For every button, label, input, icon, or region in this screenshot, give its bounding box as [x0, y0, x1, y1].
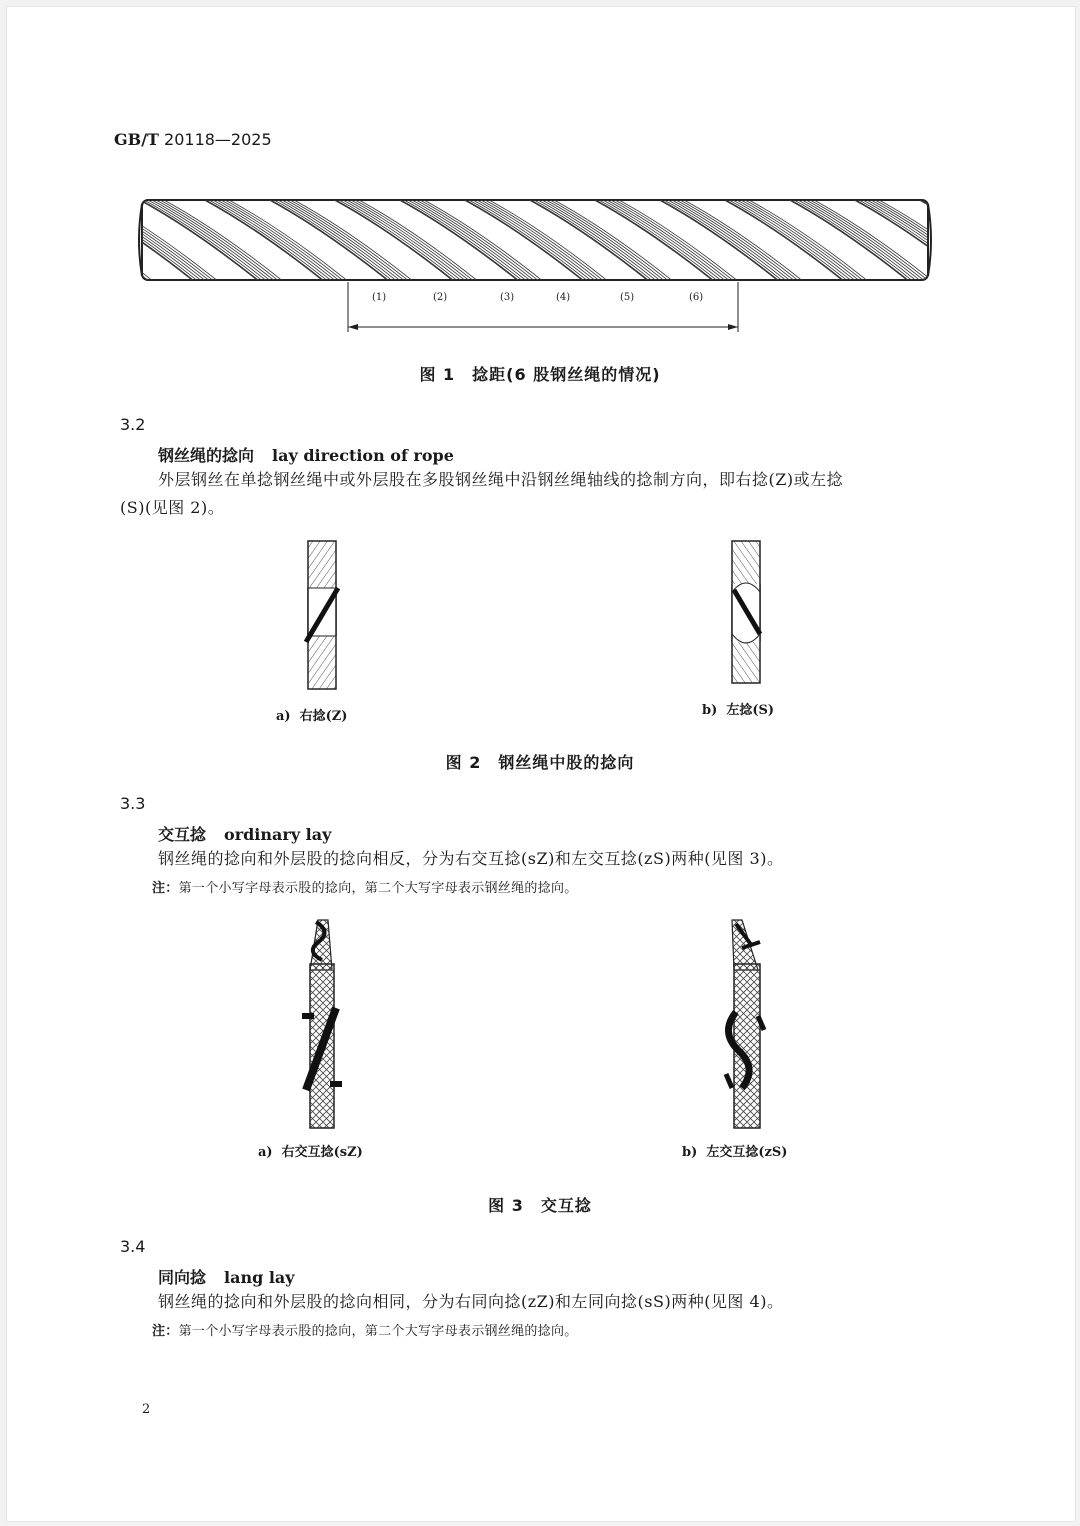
figure-2a-right-lay-strand	[300, 538, 348, 693]
figure-2-caption: 图 2 钢丝绳中股的捻向	[445, 753, 635, 772]
lay-marker-5: (5)	[620, 292, 635, 303]
section-3-4-note: 注：第一个小写字母表示股的捻向，第二个大写字母表示钢丝绳的捻向。	[152, 1324, 578, 1339]
figure-3a-ordinary-lay-right	[288, 912, 358, 1132]
figure-3b-ordinary-lay-left	[712, 912, 782, 1132]
term-en: ordinary lay	[224, 825, 332, 844]
section-3-3-number: 3.3	[120, 794, 146, 813]
standard-prefix: GB/T	[114, 130, 159, 149]
section-3-4-term	[158, 1265, 295, 1288]
term-en: lay direction of rope	[272, 446, 454, 465]
lay-marker-6: (6)	[689, 292, 704, 303]
lay-marker-4: (4)	[556, 292, 571, 303]
lay-marker-2: (2)	[433, 292, 448, 303]
section-3-3-definition: 钢丝绳的捻向和外层股的捻向相反，分为右交互捻(sZ)和左交互捻(zS)两种(见图 3)。	[158, 849, 784, 868]
term-zh: 同向捻	[158, 1268, 207, 1287]
section-3-2-number: 3.2	[120, 415, 146, 434]
term-en: lang lay	[224, 1268, 295, 1287]
section-3-2-term	[158, 443, 454, 466]
standard-number: 20118—2025	[164, 130, 272, 149]
figure-2b-label: b) 左捻(S)	[702, 703, 775, 718]
section-3-3-note: 注：第一个小写字母表示股的捻向，第二个大写字母表示钢丝绳的捻向。	[152, 881, 578, 896]
figure-2b-left-lay-strand	[724, 538, 772, 688]
standard-header	[114, 130, 272, 149]
section-3-3-term	[158, 822, 331, 845]
figure-2a-label: a) 右捻(Z)	[276, 709, 348, 724]
figure-1-caption: 图 1 捻距(6 股钢丝绳的情况)	[419, 365, 661, 384]
figure-3-caption: 图 3 交互捻	[488, 1196, 592, 1215]
lay-marker-1: (1)	[372, 292, 387, 303]
section-3-2-definition-line-1: 外层钢丝在单捻钢丝绳中或外层股在多股钢丝绳中沿钢丝绳轴线的捻制方向，即右捻(Z)或左捻	[158, 470, 844, 489]
figure-3a-label: a) 右交互捻(sZ)	[258, 1145, 363, 1160]
term-zh: 钢丝绳的捻向	[158, 446, 255, 465]
term-zh: 交互捻	[158, 825, 207, 844]
page-number: 2	[142, 1402, 151, 1417]
section-3-4-definition: 钢丝绳的捻向和外层股的捻向相同，分为右同向捻(zZ)和左同向捻(sS)两种(见图 4)。	[158, 1292, 784, 1311]
section-3-2-definition-line-2: (S)(见图 2)。	[120, 498, 225, 517]
figure-3b-label: b) 左交互捻(zS)	[682, 1145, 788, 1160]
section-3-4-number: 3.4	[120, 1237, 146, 1256]
figure-1-rope-drawing	[130, 190, 940, 340]
lay-marker-3: (3)	[500, 292, 515, 303]
